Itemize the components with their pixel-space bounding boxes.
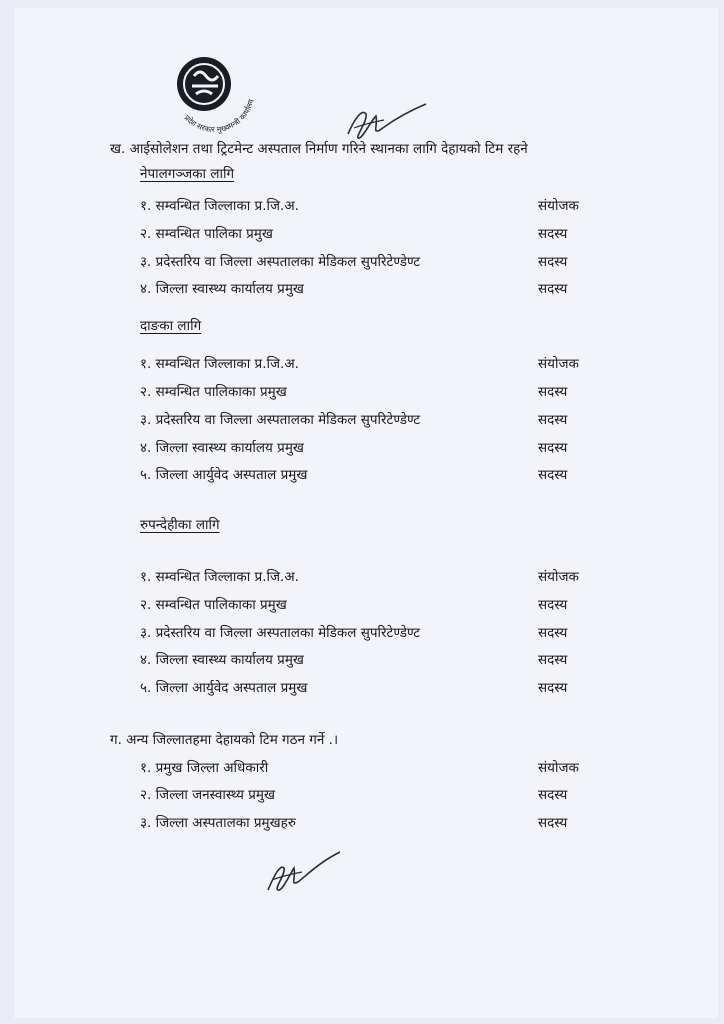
list-item: ३. जिल्ला अस्पतालका प्रमुखहरु xyxy=(140,815,296,831)
list-item: १. प्रमुख जिल्ला अधिकारी xyxy=(140,760,269,776)
list-item-role: संयोजक xyxy=(538,569,579,585)
list-item: २. सम्वन्धित पालिका प्रमुख xyxy=(140,226,273,242)
list-item-role: सदस्य xyxy=(538,440,568,456)
list-item-role: सदस्य xyxy=(538,815,568,831)
list-item: २. जिल्ला जनस्वास्थ्य प्रमुख xyxy=(140,787,276,803)
official-seal xyxy=(170,46,266,142)
list-item: ४. जिल्ला स्वास्थ्य कार्यालय प्रमुख xyxy=(140,281,304,297)
list-item: ३. प्रदेस्तरिय वा जिल्ला अस्पतालका मेडिकल सुपरिटेण्डेण्ट xyxy=(140,254,421,270)
list-item: ४. जिल्ला स्वास्थ्य कार्यालय प्रमुख xyxy=(140,440,304,456)
list-item: ५. जिल्ला आर्युवेद अस्पताल प्रमुख xyxy=(140,467,308,483)
list-item-role: सदस्य xyxy=(538,254,568,270)
group-title-dang: दाङका लागि xyxy=(140,318,202,334)
list-item-role: सदस्य xyxy=(538,625,568,641)
list-item: १. सम्वन्धित जिल्लाका प्र.जि.अ. xyxy=(140,198,299,214)
list-item-role: सदस्य xyxy=(538,680,568,696)
list-item-role: संयोजक xyxy=(538,356,579,372)
list-item: २. सम्वन्धित पालिकाका प्रमुख xyxy=(140,597,287,613)
group-title-nepalgunj: नेपालगञ्जका लागि xyxy=(140,166,235,182)
list-item-role: सदस्य xyxy=(538,226,568,242)
list-item: ३. प्रदेस्तरिय वा जिल्ला अस्पतालका मेडिकल सुपरिटेण्डेण्ट xyxy=(140,412,421,428)
list-item-role: सदस्य xyxy=(538,597,568,613)
list-item-role: संयोजक xyxy=(538,198,579,214)
list-item-role: सदस्य xyxy=(538,412,568,428)
list-item-role: सदस्य xyxy=(538,384,568,400)
list-item: ३. प्रदेस्तरिय वा जिल्ला अस्पतालका मेडिकल सुपरिटेण्डेण्ट xyxy=(140,625,421,641)
list-item-role: सदस्य xyxy=(538,652,568,668)
svg-text:प्रदेश सरकार मुख्यमन्त्री कार्: प्रदेश सरकार मुख्यमन्त्री कार्यालय xyxy=(182,98,256,135)
list-item: ५. जिल्ला आर्युवेद अस्पताल प्रमुख xyxy=(140,680,308,696)
list-item: १. सम्वन्धित जिल्लाका प्र.जि.अ. xyxy=(140,569,299,585)
list-item: २. सम्वन्धित पालिकाका प्रमुख xyxy=(140,384,287,400)
signature xyxy=(340,100,430,144)
section-kha-heading: ख. आईसोलेशन तथा ट्रिटमेन्ट अस्पताल निर्माण गरिने स्थानका लागि देहायको टिम रहने xyxy=(110,141,528,157)
section-ga-heading: ग. अन्य जिल्लातहमा देहायको टिम गठन गर्ने .। xyxy=(110,732,339,748)
group-title-rupandehi: रुपन्देहीका लागि xyxy=(140,517,220,533)
list-item-role: सदस्य xyxy=(538,467,568,483)
list-item-role: संयोजक xyxy=(538,760,579,776)
list-item: ४. जिल्ला स्वास्थ्य कार्यालय प्रमुख xyxy=(140,652,304,668)
list-item-role: सदस्य xyxy=(538,787,568,803)
document-page xyxy=(14,8,718,1018)
list-item: १. सम्वन्धित जिल्लाका प्र.जि.अ. xyxy=(140,356,299,372)
list-item-role: सदस्य xyxy=(538,281,568,297)
signature xyxy=(262,848,344,896)
